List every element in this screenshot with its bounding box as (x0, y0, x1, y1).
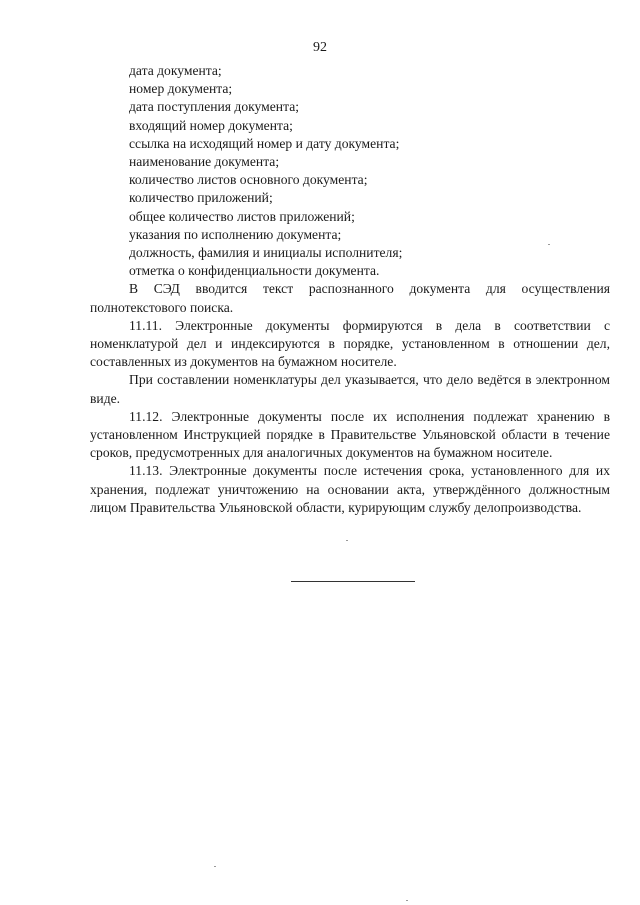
list-item: ссылка на исходящий номер и дату документа; (129, 135, 400, 151)
list-item: количество приложений; (129, 190, 273, 206)
paragraph-11-11: 11.11. Электронные документы формируются в дела в соответствии с номенклатурой дел и индексируются в порядке, установленном в отношении дел, составленных из документов на бумажном носителе. (90, 317, 610, 370)
paragraph-ocr-text: В СЭД вводится текст распознанного документа для осуществления полнотекстового поиска. (90, 281, 610, 315)
page-number: 92 (313, 40, 327, 55)
list-item: дата поступления документа; (129, 99, 300, 115)
list-item: наименование документа; (129, 154, 280, 170)
document-field-list (90, 62, 610, 280)
document-body (90, 62, 610, 517)
paragraph-11-12: 11.12. Электронные документы после их исполнения подлежат хранению в установленном Инструкцией порядке в Правительстве Ульяновской области в течение сроков, предусмотренных для аналогичных документов на бумажном носителе. (90, 408, 610, 461)
list-item: дата документа; (129, 63, 222, 78)
list-item: отметка о конфиденциальности документа. (129, 263, 380, 279)
scan-speck (214, 866, 216, 867)
paragraph-nomenclature: При составлении номенклатуры дел указывается, что дело ведётся в электронном виде. (90, 372, 610, 406)
scan-speck (346, 540, 348, 541)
closing-rule (291, 581, 415, 582)
list-item: входящий номер документа; (129, 117, 293, 133)
list-item: должность, фамилия и инициалы исполнителя; (129, 245, 403, 261)
list-item: номер документа; (129, 81, 233, 97)
list-item: количество листов основного документа; (129, 172, 368, 188)
list-item: общее количество листов приложений; (129, 208, 355, 224)
paragraph-11-13: 11.13. Электронные документы после истечения срока, установленного для их хранения, подлежат уничтожению на основании акта, утверждённого должностным лицом Правительства Ульяновской области, курирующим службу делопроизводства. (90, 463, 610, 515)
scan-speck (548, 244, 550, 245)
scan-speck (406, 900, 408, 901)
list-item: указания по исполнению документа; (129, 226, 342, 242)
